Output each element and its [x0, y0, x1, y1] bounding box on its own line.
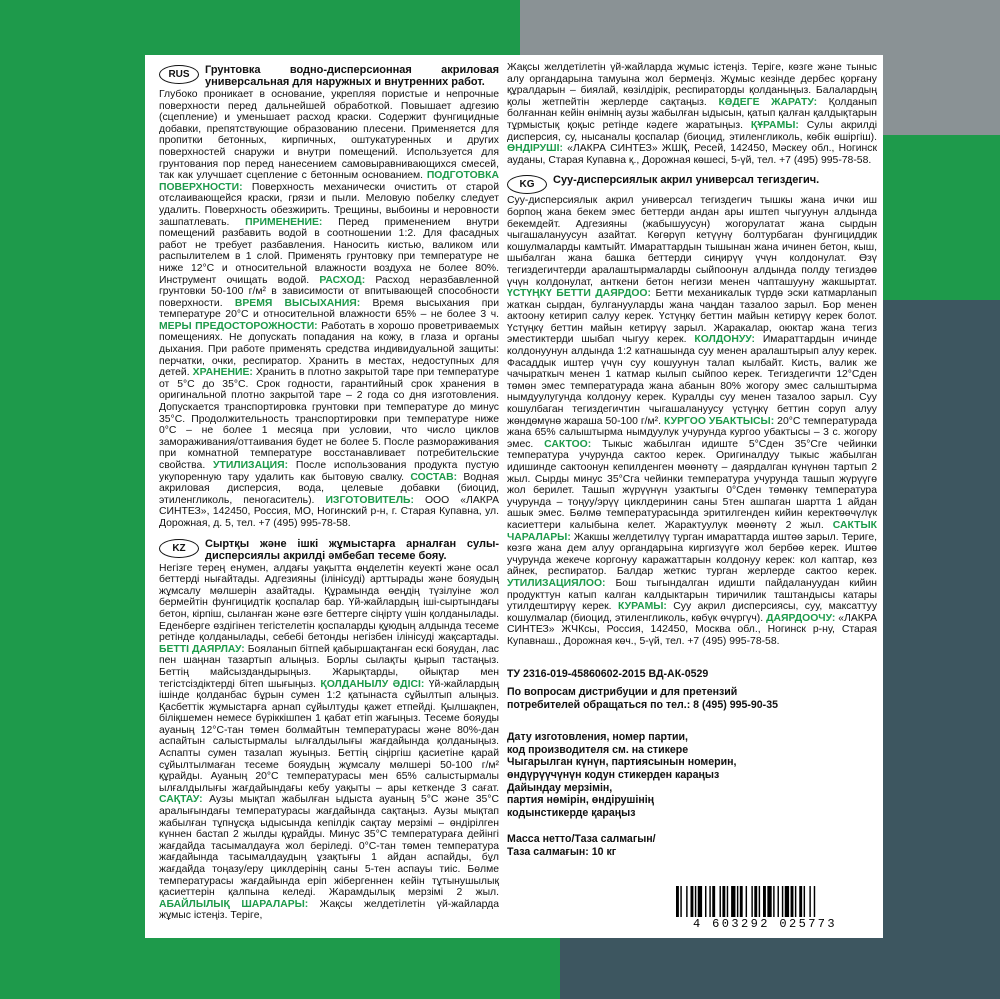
kz-prep-text: Бояланып бітпей қабыршақтанған ескі бояудан, лас пен шаңнан тазартып алыңыз. Борлы сылақты қырып тастаңыз. Беттің майсыздандырыңыз. Жарықтарды, ойықтар мен тегістсіздіктерді бітеп шығыңыз.: [159, 643, 499, 690]
ru-prep-heading: ПОДГОТОВКА ПОВЕРХНОСТИ:: [159, 170, 499, 193]
left-column: [159, 62, 499, 932]
ru-storage-text: Хранить в плотно закрытой таре при температуре от 5°С до 35°С. Срок годности, гарантийный срок хранения в оригинальной плотно закрытой таре – 2 года со дня изготовления. Допускается транспортировка грунтовки при температуре до минус 35°С. Продолжительность транспортировки при температуре ниже 0°С – не более 1 месяца при условии, что число циклов замораживания/оттаивания будет не более 5. После размораживания при комнатной температуре восстанавливает потребительские свойства.: [159, 367, 499, 471]
kz-safety-text: Жақсы желдетілетін үй-жайларда жұмыс істеңіз. Терігe, көзге және тыныс алу органдарына тамуына жол бермеңіз. Жұмыс кезінде дербес қорғану құралдарын – биялай, көзілдірік, респираторды қолданыңыз. Балалардың қолы жетпейтін жерлерде сақтаңыз.: [507, 62, 877, 108]
kz-intro: Негізге терең енумен, алдағы уақытта өңделетін кеуекті және осал беттерді нығайтады. Адгезияны (ілінісуді) арттырады және бояудың жұмсалу мөлшерін азайтады. Құрамында өеңдің түзілуіне жол бермейтін фунгицидтік қоспалар бар. Үй-жайлардың іші-сыртындағы бетон, кірпіш, сыланған және өзге беттерге сіңірту үшін қолданылады. Еденберге өздігінен тегістелетін қоспаларды құюдың алдында тесеме ретінде қолданылады, себебі бетонды негізбен ілінісуді жақсартады.: [159, 562, 499, 644]
date-info-line-6: партия нөмірін, өндірушінің: [507, 794, 655, 807]
kg-disposal-text: Бош тыгындалган идишти пайдалануудан кийин продукттун катып калган калдыктарын тиричилик таштандысы катары утилдештирүү керек.: [507, 577, 877, 613]
tu-code: ТУ 2316-019-45860602-2015 ВД-АК-0529: [507, 667, 709, 680]
ru-use-heading: ПРИМЕНЕНИЕ:: [245, 216, 323, 228]
kz-language-badge: KZ: [159, 539, 199, 558]
kz-safety-text-start: Жақсы желдетілетін үй-жайларда жұмыс істеңіз. Терігe,: [159, 898, 499, 922]
ru-consumption-text: Расход неразбавленной грунтовки 50-100 г/м² в зависимости от впитывающей способности поверхности.: [159, 274, 499, 309]
date-info-line-3: Чыгарылган күнүн, партиясынын номерин,: [507, 756, 737, 769]
ru-intro: Глубоко проникает в основание, укрепляя пористые и непрочные поверхности перед дальнейшей обработкой. Повышает адгезию (сцепление) и уменьшает расход краски. Содержит фунгицидные добавки, препятствующие образованию плесени. Применяется для пропитки бетонных, кирпичных, оштукатуренных и других поверхностей снаружи и внутри помещений. Используется для грунтования пор перед нанесением самовыравнивающихся смесей, так как улучшает сцепление с бетонным основанием.: [159, 89, 499, 182]
ru-prep-text: Поверхность механически очистить от старой отслаивающейся краски, грязи и пыли. Меловую побелку следует удалить. Поверхность обезжирить. Трещины, выбоины и неровности зашпатлевать.: [159, 181, 499, 228]
date-info-line-2: код производителя см. на стикере: [507, 743, 689, 756]
kz-body-continued: [507, 62, 877, 166]
net-weight-line-1: Масса нетто/Таза салмагын/: [507, 833, 656, 846]
ru-safety-heading: МЕРЫ ПРЕДОСТОРОЖНОСТИ:: [159, 320, 318, 332]
ru-consumption-heading: РАСХОД:: [319, 274, 366, 286]
kg-safety-heading: САКТЫК ЧАРАЛАРЫ:: [507, 519, 877, 543]
kg-storage-text: Тыкыс жабылган идиште 5°Сден 35°Сге чейинки температура учурунда сактоо керек. Оригиналдуу тыкыс жабылган идишинде сактоонун кепилденген мөөнөтү – даярдалган күнүнөн тартып 2 жыл. Сырды минус 35°Сга чейинки температура учурунда ташып жүрүүгө жол берилет. Ташып жүрүүнүн узактыгы 0°Сден төмөнкү температура учурунда – тоңуу/эрүү циклдеринин саны 5тен ашпаган шартта 1 айдан ашык эмес. Бөлмө температурасында эритилгенден кийин керектөөчүлүк касиеттери калыбына келет. Жарактуулук мөөнөтү 2 жыл.: [507, 438, 877, 531]
kg-drying-heading: КУРГОО УБАКТЫСЫ:: [664, 415, 775, 427]
ru-use-text: Перед применением внутри помещений разбавить водой в соотношении 1:2. Для фасадных работ не требует разбавления. Наносить кистью, валиком или распылителем в 1 слой. Применять грунтовку при температуре не ниже 12°С и относительной влажности воздуха не более 80%. Инструмент очищать водой.: [159, 216, 499, 286]
kg-use-heading: КОЛДОНУУ:: [694, 334, 755, 346]
barcode-digits: 4 603292 025773: [660, 917, 870, 931]
kg-safety-text: Жакшы желдетилүү турган имараттарда иштөө зарыл. Териге, көзгө жана дем алуу органдарына киргизүүгө жол бербөө керек. Иштөө учурунда жекече коргонуу каражаттарын колдонуу керек: кол каптар, көз айнек, респиратор. Балдар жеткис турган жерлерде сактоо керек.: [507, 531, 877, 578]
ru-storage-heading: ХРАНЕНИЕ:: [192, 367, 253, 379]
kz-manufacturer-heading: ӨНДІРУШІ:: [507, 143, 563, 155]
kz-manufacturer-text: «ЛАКРА СИНТЕЗ» ЖШҚ, Ресей, 142450, Мәскеу обл., Ногинск ауданы, Старая Купавна қ., Дорожная көшесі, 5-үй, тел. +7 (495) 995-78-58.: [507, 143, 877, 166]
ru-composition-heading: СОСТАВ:: [410, 471, 458, 483]
kg-header: [507, 174, 877, 194]
kg-prep-text: Бетти механикалык түрдө эски катмарланып жаткан сырдан, булганууларды жана чаңдан тазалоо зарыл. Бор менен актоону кетирип салуу керек. Үстүңкү беттин майын кетирүү керек болот. Үстүңкү беттин майын кетирүү зарыл. Жаракалар, оюктар жана тегиз эместиктерди шыбап чыгуу керек.: [507, 288, 877, 346]
distribution-line-2: потребителей обращаться по тел.: 8 (495) 995-90-35: [507, 698, 778, 711]
kz-disposal-text: Қолданып болғаннан кейін өнімнің аузы жабылған ыдысын, қатып қалған қалдықтарын тұрмыстық қоқыс ретінде кәдеге жаратыңыз.: [507, 96, 877, 131]
kz-storage-text: Аузы мықтап жабылған ыдыста ауаның 5°С және 35°С аралығындағы температурасы жағдайында сақтаңыз. Аузы мықтап жабылған тұпнұсқа ыдысында кепілдік сақтау мерзімі – өндірілген күннен бастап 2 жылды құрайды. Минус 35°С температураға дейінгі жағдайда тасымалдауға жол беріледі. 0°С-тан төмен температура жағдайында тасымалдаудың ұзақтығы 1 айдан аспайды, бұл жағдайда тоңазу/еру циклдерінің саны 5-тен аспауы тиіс. Бөлме температурасы жағдайында еріп жібергеннен кейін тұтынушылық қасиеттерін қалпына келеді. Жарамдылық мерзімі 2 жыл.: [159, 794, 499, 899]
kz-body: [159, 563, 499, 922]
ru-manufacturer-text: ООО «ЛАКРА СИНТЕЗ», 142450, Россия, МО, Ногинский р-н, г. Старая Купавна, ул. Дорожная, д. 5, тел. +7 (495) 995-78-58.: [159, 494, 499, 529]
date-info-line-4: өндүрүүчүнүн кодун стикерден караңыз: [507, 769, 720, 782]
ru-language-badge: RUS: [159, 65, 199, 84]
kz-composition-heading: ҚҰРАМЫ:: [750, 119, 799, 131]
right-column: [507, 62, 877, 932]
ru-manufacturer-heading: ИЗГОТОВИТЕЛЬ:: [325, 494, 414, 506]
ru-drying-heading: ВРЕМЯ ВЫСЫХАНИЯ:: [234, 297, 361, 309]
ru-drying-text: Время высыхания при температуре 20°С и относительной влажности 65% – не более 3 ч.: [159, 297, 499, 321]
kz-use-heading: ҚОЛДАНЫЛУ ӘДІСІ:: [320, 678, 425, 690]
ru-composition-text: Водная акриловая дисперсия, вода, целевые добавки (биоцид, этиленгликоль, пеногаситель).: [159, 471, 499, 506]
kg-intro: Суу-дисперсиялык акрил универсал тегиздегич тышкы жана ички иш борпоң жана бекем эмес беттерди андан ары иштеп чыгуунун алдында бекемдейт. Адгезияны (жабышуусун) жогорулатат жана сырдын чыгашалануусун азайтат. Көгөрүп кетүүнү болтурбаган фунгициддик кошулмаларды камтыйт. Имараттардын тышынан жана ичинен бетон, кыш, шыбалган жана башка беттерди сиңирүү үчүн колдонулат. Өзү тегиздегичтерди аралаштырмаларды сыйпоонун алдында полду тегиздөө үчүн колдонулат, анткени бетон негизи менен чапташууну жакшыртат.: [507, 195, 877, 288]
ru-safety-text: Работать в хорошо проветриваемых помещениях. Не допускать попадания на кожу, в глаза и органы дыхания. При работе применять средства индивидуальной защиты: перчатки, очки, респиратор. Хранить в местах, недоступных для детей.: [159, 320, 499, 379]
kz-composition-text: Сулы акрилді дисперсия, су, нысаналы қоспалар (биоцид, этиленгликоль, көбік өшіргіш).: [507, 119, 877, 143]
kg-manufacturer-heading: ДАЯРДООЧУ:: [766, 612, 836, 624]
date-info-line-5: Дайындау мерзімін,: [507, 781, 613, 794]
kg-title: Суу-дисперсиялык акрил универсал тегиздегич.: [553, 174, 820, 187]
ru-disposal-text: После использования продукта пустую укупоренную тару удалить как бытовую свалку.: [159, 460, 499, 483]
distribution-line-1: По вопросам дистрибуции и для претензий: [507, 686, 738, 699]
kg-composition-text: Суу акрил дисперсиясы, суу, максаттуу кошулмалар (биоцид, этиленгликоль, көбүк өчүргүч).: [507, 601, 877, 624]
kg-manufacturer-text: «ЛАКРА СИНТЕЗ» ЖЧКсы, Россия, 142450, Москва обл., Ногинск р-ну, Старая Купавнаш., Дорожная көч., 5-үй, тел. +7 (495) 995-78-58.: [507, 612, 877, 647]
net-weight-line-2: Таза салмағын: 10 кг: [507, 846, 617, 859]
kg-prep-heading: ҮСТҮҢКҮ БЕТТИ ДАЯРДОО:: [507, 288, 651, 300]
kg-use-text: Имараттардын ичинде колдонуунун алдында 1:2 катнашында суу менен аралаштырып алуу керек. Фасаддык иштер үчүн суу кошуунун талап кылбайт. Кисть, валик же чачыраткыч менен 1 катмар кылып сыйпоо керек. Тегиздегичти 12°Сден төмөн эмес температурада жана абанын 80% жогору эмес салыштырма нымдуулугунда колдонуу керек. Куралды суу менен тазалоо зарыл. Суу кошулбаган тегиздегичтин чыгашалануусу үстүңкү беттин соруп алуу жөндөмүнө жараша 50-100 г/м².: [507, 334, 877, 427]
kg-drying-text: 20°С температурада жана 65% салыштырма нымдуулук учурунда кургоо убактысы – 3 с. жогору эмес.: [507, 415, 877, 450]
kz-use-text: Үй-жайлардың ішінде қолданбас бұрын сумен 1:2 қатынаста сұйылтып алыңыз. Қасбеттік жұмыстарға арнап сұйылтуды қажет етпейді. Қылшақпен, біліқшемен немесе бүріккішпен 1 қабат етіп жағыңыз. Тесеме бояуды ауаның 12°С-тан төмен болмайтын температурасы және 80%-дан аспайтын салыстырмалы ылғалдылығы жағдайында қолданыңыз. Аспапты сумен тазалап жуыңыз. Беттің сіңіргіш қасиетіне қарай сұйылтылмаған тесеме бояудың жұмсалу мөлшері 50-100 г/м² құрайды. Ауаның 20°С температурасы мен 65% салыстырмалы ылғалдылығы жағдайындағы кебу уақыты – ары кеткенде 3 сағат.: [159, 678, 499, 794]
kg-body: [507, 195, 877, 647]
ru-body: [159, 89, 499, 530]
kz-header: [159, 538, 499, 562]
kz-safety-heading: АБАЙЛЫЛЫҚ ШАРАЛАРЫ:: [159, 898, 309, 910]
kz-disposal-heading: КӘДЕГЕ ЖАРАТУ:: [718, 96, 818, 108]
slate-background-bottom: [560, 930, 1000, 999]
ru-title: Грунтовка водно-дисперсионная акриловая универсальная для наружных и внутренних работ.: [205, 64, 499, 88]
kz-prep-heading: БЕТТІ ДАЯРЛАУ:: [159, 643, 245, 655]
kz-storage-heading: САҚТАУ:: [159, 794, 203, 806]
date-info-line-1: Дату изготовления, номер партии,: [507, 731, 688, 744]
date-info-line-7: кодынстикерде қараңыз: [507, 806, 636, 819]
kz-title: Сыртқы және ішкі жұмыстарға арналған сулы-дисперсиялы акрилді әмбебап тесеме бояу.: [205, 537, 499, 562]
kg-composition-heading: КУРАМЫ:: [618, 601, 667, 613]
kg-language-badge: KG: [507, 175, 547, 194]
ru-header: [159, 64, 499, 88]
kg-disposal-heading: УТИЛИЗАЦИЯЛОО:: [507, 577, 606, 589]
ru-disposal-heading: УТИЛИЗАЦИЯ:: [213, 460, 289, 471]
kg-storage-heading: САКТОО:: [544, 438, 592, 450]
